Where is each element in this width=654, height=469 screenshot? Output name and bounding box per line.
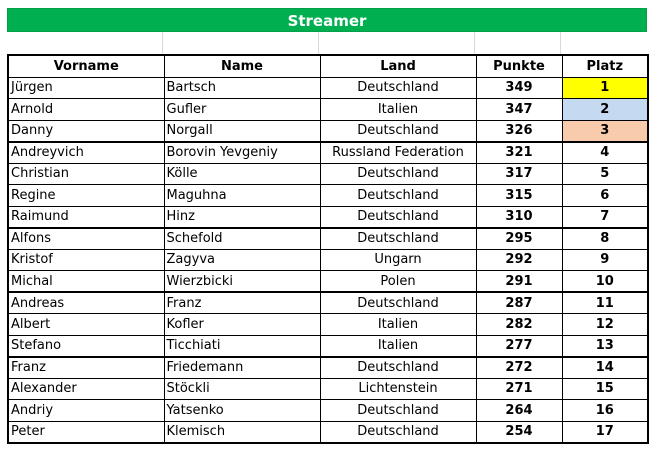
cell-vorname[interactable]: Michal [8, 271, 164, 293]
header-platz[interactable]: Platz [562, 55, 648, 77]
cell-punkte[interactable]: 264 [476, 400, 562, 422]
cell-platz[interactable]: 8 [562, 228, 648, 250]
cell-land[interactable]: Italien [320, 335, 476, 357]
cell-punkte[interactable]: 287 [476, 292, 562, 314]
cell-land[interactable]: Russland Federation [320, 142, 476, 164]
cell-punkte[interactable]: 295 [476, 228, 562, 250]
table-row [8, 314, 648, 336]
cell-land[interactable]: Deutschland [320, 163, 476, 185]
cell-platz[interactable]: 5 [562, 163, 648, 185]
cell-name[interactable]: Schefold [164, 228, 320, 250]
cell-punkte[interactable]: 291 [476, 271, 562, 293]
cell-name[interactable]: Kofler [164, 314, 320, 336]
cell-land[interactable]: Deutschland [320, 77, 476, 99]
cell-punkte[interactable]: 347 [476, 99, 562, 121]
cell-name[interactable]: Maguhna [164, 185, 320, 207]
header-vorname[interactable]: Vorname [8, 55, 164, 77]
cell-platz[interactable]: 4 [562, 142, 648, 164]
cell-punkte[interactable]: 317 [476, 163, 562, 185]
cell-vorname[interactable]: Alexander [8, 378, 164, 400]
cell-vorname[interactable]: Christian [8, 163, 164, 185]
table-row [8, 228, 648, 250]
cell-platz[interactable]: 14 [562, 357, 648, 379]
cell-punkte[interactable]: 282 [476, 314, 562, 336]
cell-name[interactable]: Zagyva [164, 249, 320, 271]
empty-cell[interactable] [319, 32, 475, 54]
cell-platz[interactable]: 16 [562, 400, 648, 422]
cell-vorname[interactable]: Raimund [8, 206, 164, 228]
table-row [8, 335, 648, 357]
header-land[interactable]: Land [320, 55, 476, 77]
empty-cell[interactable] [561, 32, 647, 54]
cell-name[interactable]: Franz [164, 292, 320, 314]
cell-land[interactable]: Italien [320, 314, 476, 336]
cell-punkte[interactable]: 271 [476, 378, 562, 400]
cell-land[interactable]: Deutschland [320, 357, 476, 379]
table-row [8, 120, 648, 142]
cell-platz[interactable]: 6 [562, 185, 648, 207]
table-row [8, 271, 648, 293]
cell-name[interactable]: Yatsenko [164, 400, 320, 422]
cell-name[interactable]: Borovin Yevgeniy [164, 142, 320, 164]
table-row [8, 142, 648, 164]
cell-vorname[interactable]: Albert [8, 314, 164, 336]
cell-platz[interactable]: 7 [562, 206, 648, 228]
cell-punkte[interactable]: 315 [476, 185, 562, 207]
cell-punkte[interactable]: 321 [476, 142, 562, 164]
table-row [8, 99, 648, 121]
cell-vorname[interactable]: Andreas [8, 292, 164, 314]
cell-vorname[interactable]: Peter [8, 421, 164, 443]
cell-land[interactable]: Deutschland [320, 185, 476, 207]
table-row [8, 163, 648, 185]
cell-vorname[interactable]: Alfons [8, 228, 164, 250]
cell-platz[interactable]: 12 [562, 314, 648, 336]
empty-cell[interactable] [475, 32, 561, 54]
cell-platz[interactable]: 15 [562, 378, 648, 400]
spreadsheet [7, 8, 647, 444]
cell-land[interactable]: Deutschland [320, 228, 476, 250]
cell-name[interactable]: Hinz [164, 206, 320, 228]
cell-name[interactable]: Ticchiati [164, 335, 320, 357]
cell-name[interactable]: Gufler [164, 99, 320, 121]
cell-name[interactable]: Norgall [164, 120, 320, 142]
cell-platz[interactable]: 13 [562, 335, 648, 357]
cell-name[interactable]: Bartsch [164, 77, 320, 99]
cell-platz[interactable]: 2 [562, 99, 648, 121]
table-row [8, 357, 648, 379]
cell-land[interactable]: Deutschland [320, 292, 476, 314]
cell-land[interactable]: Italien [320, 99, 476, 121]
cell-punkte[interactable]: 349 [476, 77, 562, 99]
cell-vorname[interactable]: Andreyvich [8, 142, 164, 164]
cell-platz[interactable]: 9 [562, 249, 648, 271]
cell-punkte[interactable]: 326 [476, 120, 562, 142]
empty-cell[interactable] [163, 32, 319, 54]
cell-vorname[interactable]: Franz [8, 357, 164, 379]
cell-land[interactable]: Deutschland [320, 120, 476, 142]
table-row [8, 206, 648, 228]
cell-punkte[interactable]: 254 [476, 421, 562, 443]
cell-land[interactable]: Deutschland [320, 400, 476, 422]
cell-punkte[interactable]: 310 [476, 206, 562, 228]
table-row [8, 292, 648, 314]
table-row [8, 400, 648, 422]
header-name[interactable]: Name [164, 55, 320, 77]
table-row [8, 249, 648, 271]
cell-vorname[interactable]: Danny [8, 120, 164, 142]
cell-name[interactable]: Stöckli [164, 378, 320, 400]
header-row [8, 55, 648, 77]
cell-vorname[interactable]: Kristof [8, 249, 164, 271]
cell-platz[interactable]: 3 [562, 120, 648, 142]
cell-land[interactable]: Polen [320, 271, 476, 293]
cell-vorname[interactable]: Arnold [8, 99, 164, 121]
table-row [8, 421, 648, 443]
ranking-table [7, 54, 649, 444]
cell-land[interactable]: Ungarn [320, 249, 476, 271]
cell-punkte[interactable]: 272 [476, 357, 562, 379]
cell-vorname[interactable]: Regine [8, 185, 164, 207]
empty-row [7, 32, 647, 54]
cell-name[interactable]: Wierzbicki [164, 271, 320, 293]
cell-land[interactable]: Deutschland [320, 421, 476, 443]
cell-platz[interactable]: 10 [562, 271, 648, 293]
cell-name[interactable]: Friedemann [164, 357, 320, 379]
cell-land[interactable]: Lichtenstein [320, 378, 476, 400]
cell-name[interactable]: Kölle [164, 163, 320, 185]
empty-cell[interactable] [7, 32, 163, 54]
table-row [8, 378, 648, 400]
cell-platz[interactable]: 1 [562, 77, 648, 99]
header-punkte[interactable]: Punkte [476, 55, 562, 77]
cell-name[interactable]: Klemisch [164, 421, 320, 443]
table-body [8, 77, 648, 443]
table-row [8, 77, 648, 99]
table-row [8, 185, 648, 207]
sheet-title[interactable]: Streamer [7, 8, 647, 32]
cell-platz[interactable]: 11 [562, 292, 648, 314]
cell-vorname[interactable]: Andriy [8, 400, 164, 422]
cell-punkte[interactable]: 277 [476, 335, 562, 357]
cell-punkte[interactable]: 292 [476, 249, 562, 271]
cell-platz[interactable]: 17 [562, 421, 648, 443]
cell-vorname[interactable]: Stefano [8, 335, 164, 357]
cell-vorname[interactable]: Jürgen [8, 77, 164, 99]
cell-land[interactable]: Deutschland [320, 206, 476, 228]
